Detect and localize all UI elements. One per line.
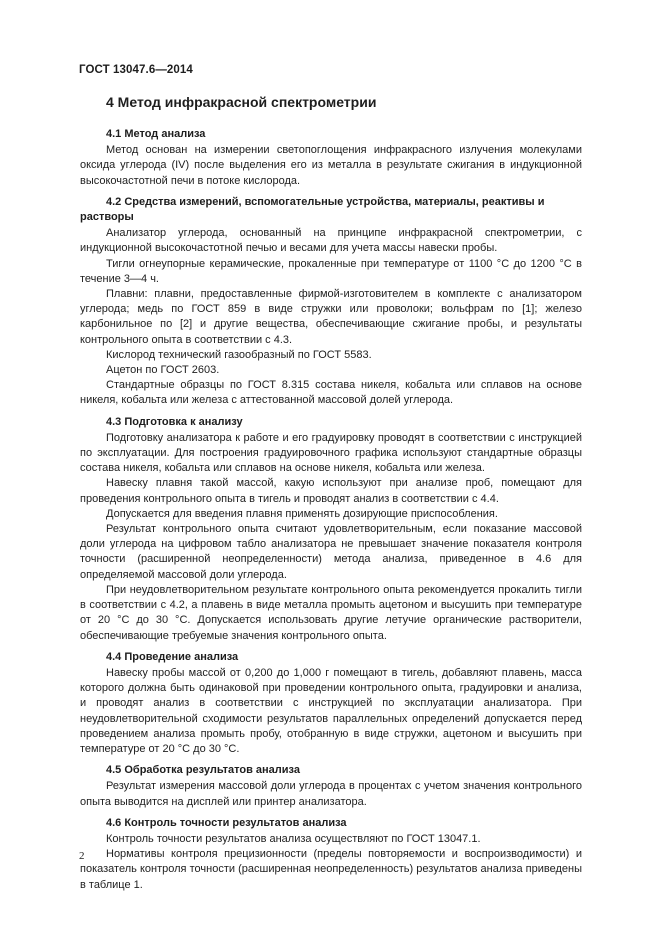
subsection-heading: 4.2 Средства измерений, вспомогательные устройства, материалы, реактивы и растворы bbox=[80, 195, 545, 224]
section-title: 4 Метод инфракрасной спектрометрии bbox=[106, 94, 377, 110]
page-number: 2 bbox=[79, 850, 85, 862]
paragraph: Навеску пробы массой от 0,200 до 1,000 г помещают в тигель, добавляют плавень, масса которого должна быть одинаковой при проведении контрольного опыта, градуировки и анализа, и проводят анализ в соответствии с инструкцией по эксплуатации анализатора. При неудовлетворительной сходимости результатов параллельных определений допускается перед проведением анализа промыть пробу, отобранную в виде стружки, ацетоном и высушить при температуре от 20 °С до 30 °С. bbox=[80, 666, 582, 755]
paragraph: Кислород технический газообразный по ГОСТ 5583. bbox=[106, 348, 372, 361]
subsection-4-1 bbox=[80, 127, 582, 189]
subsection-heading: 4.3 Подготовка к анализу bbox=[106, 415, 243, 428]
paragraph: Ацетон по ГОСТ 2603. bbox=[106, 364, 220, 377]
paragraph: Подготовку анализатора к работе и его градуировку проводят в соответствии с инструкцией по эксплуатации. Для построения градуировочного графика используют стандартные образцы состава никеля, кобальта или сплавов на основе никеля, кобальта или железа. bbox=[80, 431, 582, 475]
paragraph: Нормативы контроля прецизионности (пределы повторяемости и воспроизводимости) и показатель контроля точности (расширенная неопределенность) результатов анализа приведены в таблице 1. bbox=[80, 848, 582, 891]
paragraph: Стандартные образцы по ГОСТ 8.315 состава никеля, кобальта или сплавов на основе никеля, кобальта или железа с аттестованной массовой долей углерода. bbox=[80, 379, 582, 407]
subsection-heading: 4.1 Метод анализа bbox=[106, 128, 206, 140]
subsection-4-3 bbox=[80, 415, 582, 644]
paragraph: Допускается для введения плавня применять дозирующие приспособления. bbox=[106, 507, 498, 520]
paragraph: Тигли огнеупорные керамические, прокаленные при температуре от 1100 °С до 1200 °С в течение 3—4 ч. bbox=[80, 257, 582, 285]
subsection-4-2 bbox=[80, 195, 582, 409]
paragraph: Анализатор углерода, основанный на принципе инфракрасной спектрометрии, с индукционной высокочастотной печью и весами для учета массы навески пробы. bbox=[80, 227, 582, 255]
paragraph: При неудовлетворительном результате контрольного опыта рекомендуется прокалить тигли в соответствии с 4.2, а плавень в виде металла промыть ацетоном и высушить при температуре от 20 °С до 30 °С. Допускается использовать другие летучие органические растворители, обеспечивающие требуемые значения контрольного опыта. bbox=[80, 583, 582, 642]
paragraph: Навеску плавня такой массой, какую используют при анализе проб, помещают для проведения контрольного опыта в тигель и проводят анализ в соответствии с 4.4. bbox=[80, 477, 582, 505]
subsection-heading: 4.4 Проведение анализа bbox=[106, 650, 239, 663]
paragraph: Метод основан на измерении светопоглощения инфракрасного излучения молекулами оксида углерода (IV) после выделения его из металла в результате сжигания в индукционной высокочастотной печи в потоке кислорода. bbox=[80, 144, 582, 187]
standard-header: ГОСТ 13047.6—2014 bbox=[79, 64, 193, 76]
subsection-heading: 4.5 Обработка результатов анализа bbox=[106, 764, 300, 777]
subsection-4-6 bbox=[80, 816, 582, 893]
subsection-4-4 bbox=[80, 650, 582, 757]
paragraph: Контроль точности результатов анализа осуществляют по ГОСТ 13047.1. bbox=[106, 832, 481, 845]
subsection-4-5 bbox=[80, 763, 582, 810]
subsection-heading: 4.6 Контроль точности результатов анализа bbox=[106, 816, 347, 829]
document-body bbox=[80, 124, 582, 893]
paragraph: Плавни: плавни, предоставленные фирмой-изготовителем в комплекте с анализатором углерода; медь по ГОСТ 859 в виде стружки или проволоки; вольфрам по [1]; железо карбонильное по [2] и другие вещества, обеспечивающие сжигание пробы, и результаты контрольного опыта в соответствии с 4.3. bbox=[80, 288, 582, 346]
paragraph: Результат измерения массовой доли углерода в процентах с учетом значения контрольного опыта выводится на дисплей или принтер анализатора. bbox=[80, 780, 582, 808]
paragraph: Результат контрольного опыта считают удовлетворительным, если показание массовой доли углерода на цифровом табло анализатора не превышает значение показателя контроля точности (расширенной неопределенности) метода анализа, приведенное в 4.6 для определяемой массовой доли углерода. bbox=[80, 523, 582, 581]
